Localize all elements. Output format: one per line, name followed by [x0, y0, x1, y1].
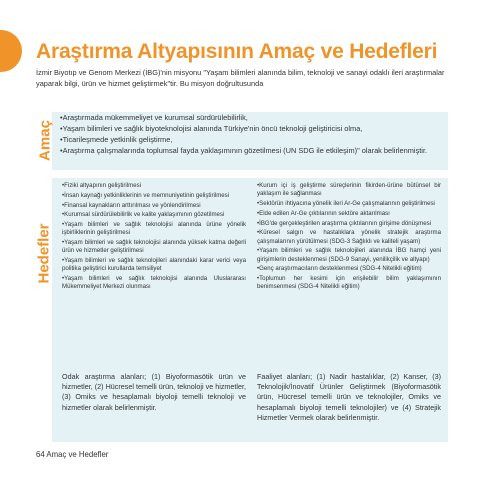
focus-areas-paragraph: Odak araştırma alanları; (1) Biyoformasötik ürün ve hizmetler, (2) Hücresel temelli ürün, teknoloji ve hizmetler, (3) Omiks ve hesaplamalı biyoloji temelli teknoloji ve hizmetler olarak belirlenmiştir. [62, 372, 246, 412]
hedefler-left-list [62, 182, 246, 293]
amac-item: •Ticarileşmede yetkinlik geliştirme, [60, 135, 173, 144]
hedef-item: •Toplumun her kesimi için erişilebilir bilim yaklaşımının benimsenmesi (SDG-4 Nitelikli eğitim) [257, 275, 441, 291]
page-tab-marker [0, 30, 22, 72]
hedef-item: •Kurum içi iş geliştirme süreçlerinin fikirden-ürüne bütünsel bir yaklaşım ile sağlanması [257, 182, 441, 198]
hedef-item: •Yaşam bilimleri ve sağlık teknolojileri alanında İBG hamçi yeni girişimlerin desteklenmesi (SDG-9 Sanayi, yenilikçilik ve altyapı) [257, 247, 441, 263]
page-footer: 64 Amaç ve Hedefler [36, 450, 109, 459]
hedef-item: •İBG'de gerçekleştirilen araştırma çıktılarının girişime dönüşmesi [257, 219, 431, 227]
hedef-item: •Sektörün ihtiyacına yönelik ileri Ar-Ge çalışmalarının geliştirilmesi [257, 200, 435, 207]
hedef-item: •Fiziki altyapının geliştirilmesi [62, 182, 142, 189]
amac-section-label: Amaç [36, 120, 54, 161]
hedef-item: •Yaşam bilimleri ve sağlık teknolojileri alanındaki karar verici veya politika geliştirici kurullarda temsiliyet [62, 257, 246, 273]
hedef-item: •İnsan kaynağı yetkinliklerinin ve memnuniyetinin geliştirilmesi [62, 191, 230, 199]
hedefler-right-list [257, 182, 441, 293]
hedef-item: •Finansal kaynakların arttırılması ve yönlendirilmesi [62, 201, 201, 209]
hedef-item: •Kurumsal sürdürülebilirlik ve kalite yaklaşımının gözetilmesi [62, 211, 225, 219]
amac-item: •Araştırmada mükemmeliyet ve kurumsal sürdürülebilirlik, [60, 113, 248, 122]
hedef-item: •Elde edilen Ar-Ge çıktılarının sektöre aktarılması [257, 209, 390, 217]
hedef-item: •Yaşam bilimleri ve sağlık teknolojisi alanında ürüne yönelik işbirliklerinin geliştirilmesi [62, 221, 246, 237]
hedef-item: •Yaşam bilimleri ve sağlık teknolojisi alanında yüksek katma değerli ürün ve hizmetler geliştirilmesi [62, 239, 246, 255]
activity-areas-paragraph: Faaliyet alanları; (1) Nadir hastalıklar, (2) Kanser, (3) Teknolojik/İnovatif Ürünler Geliştirmek (Biyoformasötik ürün, Hücresel temelli ürün ve teknolojiler, Omiks ve hesaplamalı biyoloji temelli teknolojiler) ve (4) Stratejik Hizmetler Vermek olarak belirlenmiştir. [257, 372, 441, 422]
amac-item: •Araştırma çalışmalarında toplumsal fayda yaklaşımının gözetilmesi (UN SDG ile etkileşim)" olarak belirlenmiştir. [60, 146, 428, 155]
amac-item: •Yaşam bilimleri ve sağlık biyoteknolojisi alanında Türkiye'nin öncü teknoloji geliştiricisi olma, [60, 124, 363, 133]
hedef-item: •Küresel salgın ve hastalıklara yönelik stratejik araştırma çalışmalarının yürütülmesi (SDG-3 Sağlıklı ve kaliteli yaşam) [257, 229, 441, 245]
hedef-item: •Yaşam bilimleri ve sağlık teknolojisi alanında Uluslararası Mükemmeliyet Merkezi olunması [62, 275, 246, 291]
amac-list [60, 113, 446, 157]
intro-paragraph: İzmir Biyotıp ve Genom Merkezi (İBG)'nin misyonu "Yaşam bilimleri alanında bilim, teknoloji ve sanayi odaklı ileri araştırmalar yaparak bilgi, ürün ve hizmet geliştirmek"tir. Bu misyon doğrultusunda [36, 68, 445, 88]
hedefler-section-label: Hedefler [35, 223, 53, 284]
page-title: Araştırma Altyapısının Amaç ve Hedefleri [36, 40, 438, 63]
hedef-item: •Genç araştırmacıların desteklenmesi (SDG-4 Nitelikli eğitim) [257, 265, 422, 273]
